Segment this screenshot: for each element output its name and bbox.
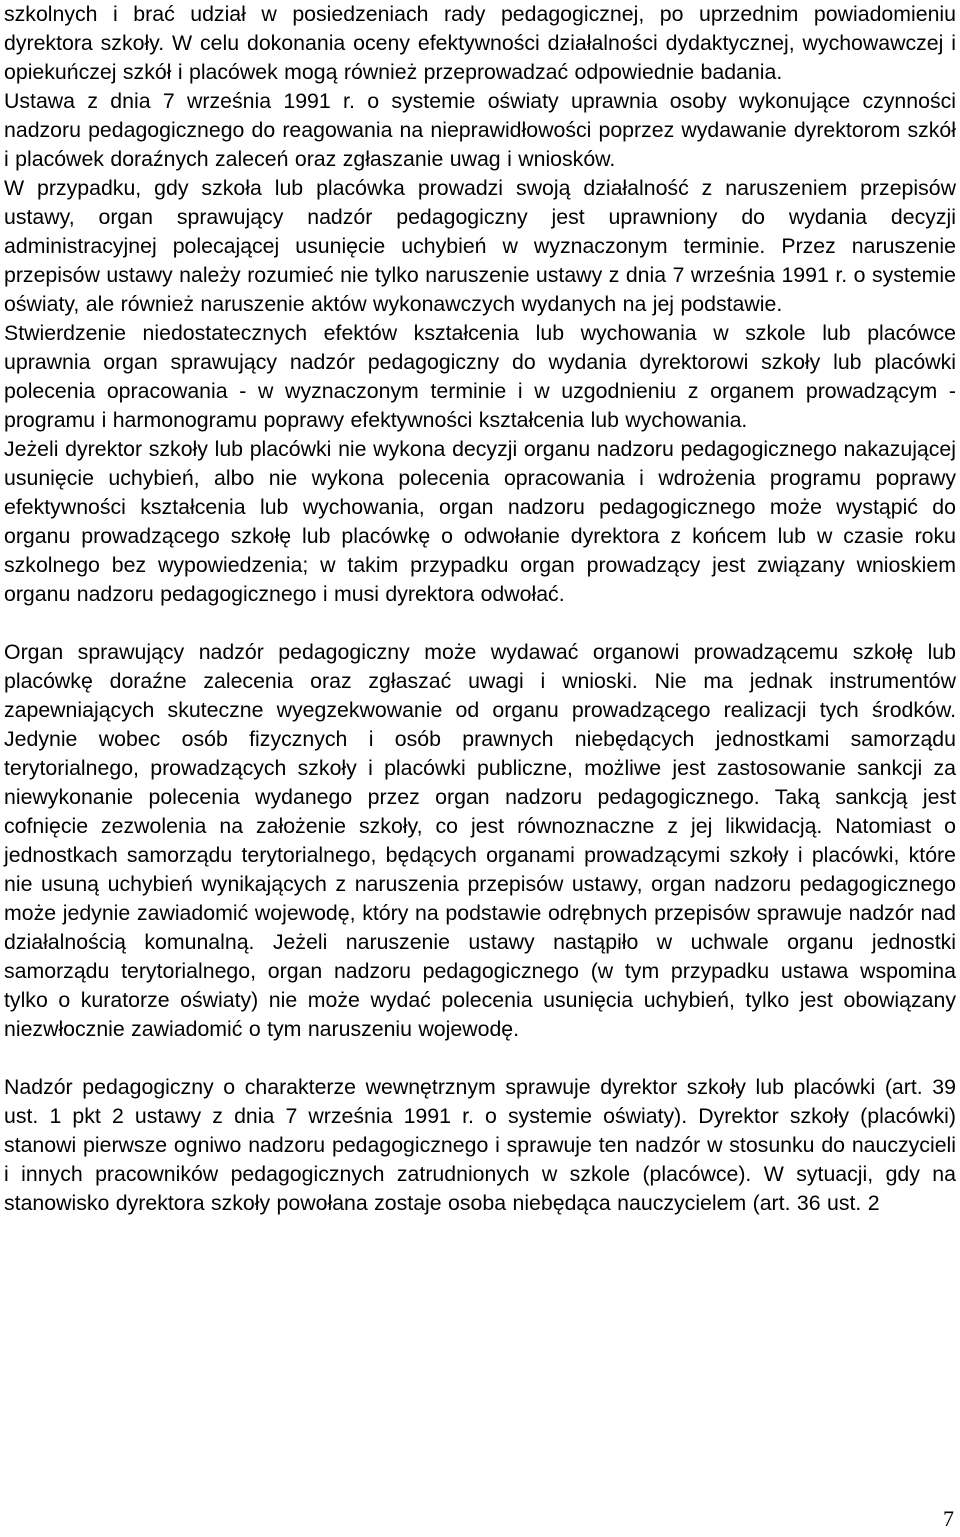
document-page xyxy=(4,0,956,1218)
paragraph-5: Jeżeli dyrektor szkoły lub placówki nie wykona decyzji organu nadzoru pedagogicznego nakazującej usunięcie uchybień, albo nie wykona polecenia opracowania i wdrożenia programu poprawy efektywności kształcenia lub wychowania, organ nadzoru pedagogicznego może wystąpić do organu prowadzącego szkołę lub placówkę o odwołanie dyrektora z końcem lub w czasie roku szkolnego bez wypowiedzenia; w takim przypadku organ prowadzący jest związany wnioskiem organu nadzoru pedagogicznego i musi dyrektora odwołać. xyxy=(4,437,956,606)
paragraph-4: Stwierdzenie niedostatecznych efektów kształcenia lub wychowania w szkole lub placówce uprawnia organ sprawujący nadzór pedagogiczny do wydania dyrektorowi szkoły lub placówki polecenia opracowania - w wyznaczonym terminie i w uzgodnieniu z organem prowadzącym - programu i harmonogramu poprawy efektywności kształcenia lub wychowania. xyxy=(4,321,956,432)
paragraph-spacer xyxy=(4,1044,956,1073)
paragraph-2: Ustawa z dnia 7 września 1991 r. o systemie oświaty uprawnia osoby wykonujące czynności nadzoru pedagogicznego do reagowania na nieprawidłowości poprzez wydawanie dyrektorom szkół i placówek doraźnych zaleceń oraz zgłaszanie uwag i wniosków. xyxy=(4,89,956,171)
paragraph-6: Organ sprawujący nadzór pedagogiczny może wydawać organowi prowadzącemu szkołę lub placówkę doraźne zalecenia oraz zgłaszać uwagi i wnioski. Nie ma jednak instrumentów zapewniających skuteczne wyegzekwowanie od organu prowadzącego realizacji tych środków. Jedynie wobec osób fizycznych i osób prawnych niebędących jednostkami samorządu terytorialnego, prowadzących szkoły i placówki publiczne, możliwe jest zastosowanie sankcji za niewykonanie polecenia wydanego przez organ nadzoru pedagogicznego. Taką sankcją jest cofnięcie zezwolenia na założenie szkoły, co jest równoznaczne z jej likwidacją. Natomiast o jednostkach samorządu terytorialnego, będących organami prowadzącymi szkoły i placówki, które nie usuną uchybień wynikających z naruszenia przepisów ustawy, organ nadzoru pedagogicznego może jedynie zawiadomić wojewodę, który na podstawie odrębnych przepisów sprawuje nadzór nad działalnością komunalną. Jeżeli naruszenie ustawy nastąpiło w uchwale organu jednostki samorządu terytorialnego, organ nadzoru pedagogicznego (w tym przypadku ustawa wspomina tylko o kuratorze oświaty) nie może wydać polecenia usunięcia uchybień, tylko jest obowiązany niezwłocznie zawiadomić o tym naruszeniu wojewodę. xyxy=(4,640,956,1041)
paragraph-3: W przypadku, gdy szkoła lub placówka prowadzi swoją działalność z naruszeniem przepisów ustawy, organ sprawujący nadzór pedagogiczny jest uprawniony do wydania decyzji administracyjnej polecającej usunięcie uchybień w wyznaczonym terminie. Przez naruszenie przepisów ustawy należy rozumieć nie tylko naruszenie ustawy z dnia 7 września 1991 r. o systemie oświaty, ale również naruszenie aktów wykonawczych wydanych na jej podstawie. xyxy=(4,176,956,316)
paragraph-spacer xyxy=(4,609,956,638)
page-number: 7 xyxy=(943,1506,954,1531)
paragraph-1: szkolnych i brać udział w posiedzeniach rady pedagogicznej, po uprzednim powiadomieniu dyrektora szkoły. W celu dokonania oceny efektywności działalności dydaktycznej, wychowawczej i opiekuńczej szkół i placówek mogą również przeprowadzać odpowiednie badania. xyxy=(4,2,956,84)
paragraph-7: Nadzór pedagogiczny o charakterze wewnętrznym sprawuje dyrektor szkoły lub placówki (art. 39 ust. 1 pkt 2 ustawy z dnia 7 września 1991 r. o systemie oświaty). Dyrektor szkoły (placówki) stanowi pierwsze ogniwo nadzoru pedagogicznego i sprawuje ten nadzór w stosunku do nauczycieli i innych pracowników pedagogicznych zatrudnionych w szkole (placówce). W sytuacji, gdy na stanowisko dyrektora szkoły powołana zostaje osoba niebędąca nauczycielem (art. 36 ust. 2 xyxy=(4,1075,956,1215)
